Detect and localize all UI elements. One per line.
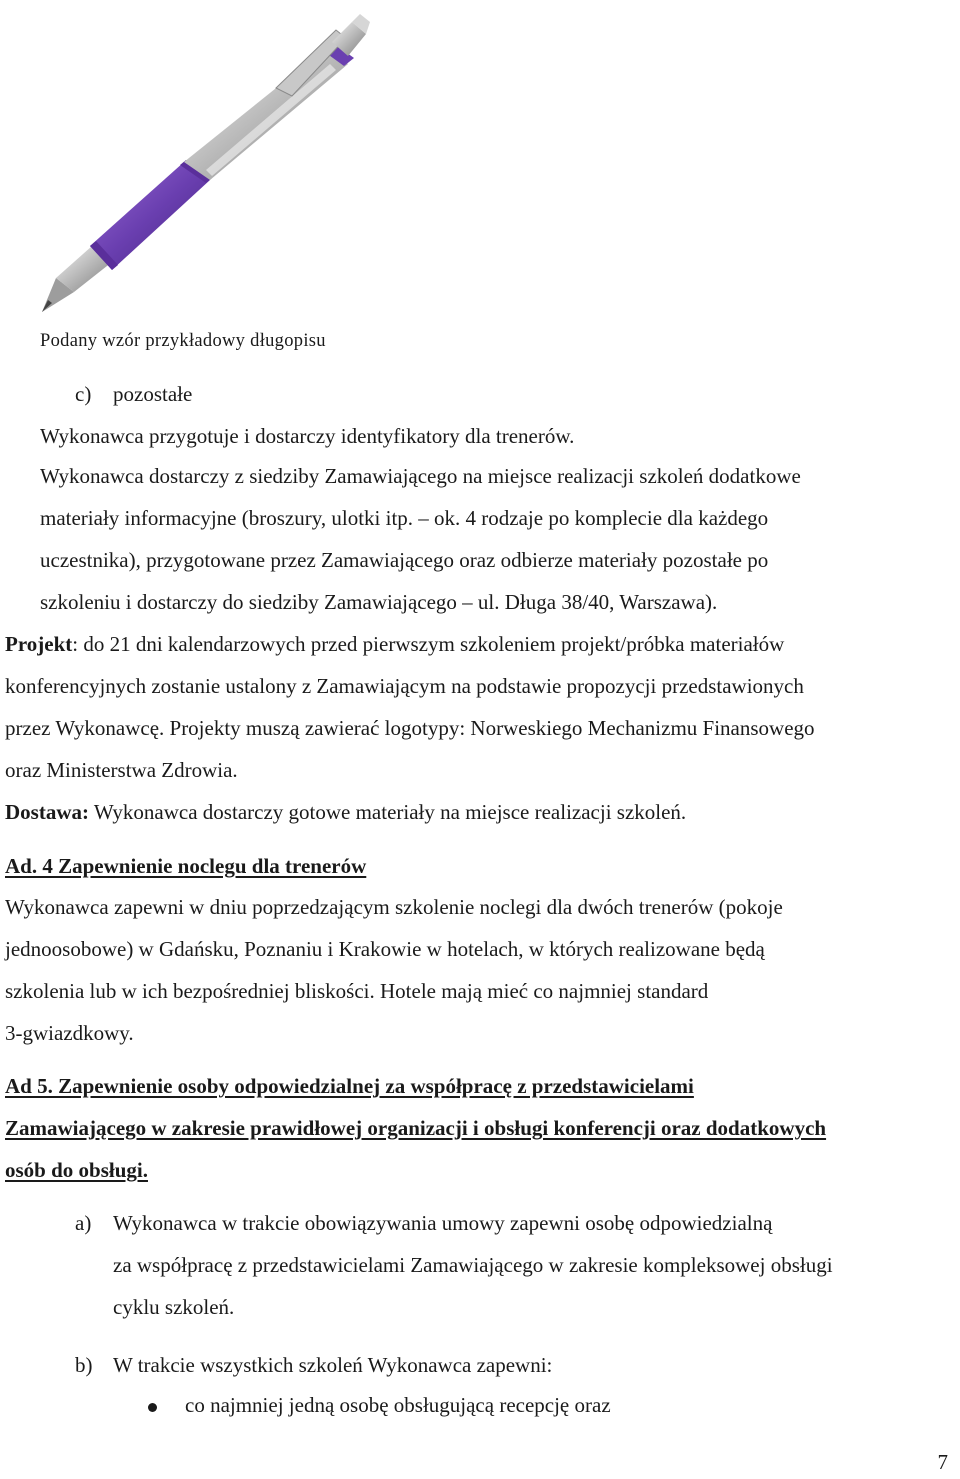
list-label-a: a) <box>75 1211 92 1235</box>
section-c-title: pozostałe <box>113 382 193 406</box>
ad4-line: jednoosobowe) w Gdańsku, Poznaniu i Krakowie w hotelach, w których realizowane będą <box>5 937 765 961</box>
bullet-item: co najmniej jedną osobę obsługującą recepcję oraz <box>185 1393 611 1417</box>
dostawa-label: Dostawa: <box>5 800 89 824</box>
section-c-para-line: uczestnika), przygotowane przez Zamawiającego oraz odbierze materiały pozostałe po <box>40 548 769 572</box>
dostawa-paragraph <box>5 800 686 825</box>
ad5-heading-line: Ad 5. Zapewnienie osoby odpowiedzialnej za współpracę z przedstawicielami <box>5 1074 694 1098</box>
section-c-para-line: materiały informacyjne (broszury, ulotki itp. – ok. 4 rodzaje po komplecie dla każdego <box>40 506 769 530</box>
page-number: 7 <box>937 1450 948 1474</box>
projekt-label: Projekt <box>5 632 73 656</box>
ad4-line: 3-gwiazdkowy. <box>5 1021 134 1045</box>
image-caption: Podany wzór przykładowy długopisu <box>40 331 326 351</box>
projekt-line1-text: : do 21 dni kalendarzowych przed pierwszym szkoleniem projekt/próbka materiałów <box>72 632 785 656</box>
bullet-icon <box>148 1403 157 1412</box>
section-c-para-line: szkoleniu i dostarczy do siedziby Zamawiającego – ul. Długa 38/40, Warszawa). <box>40 590 718 614</box>
ad4-line: Wykonawca zapewni w dniu poprzedzającym szkolenie noclegi dla dwóch trenerów (pokoje <box>5 895 783 919</box>
section-c-para-line: Wykonawca dostarczy z siedziby Zamawiającego na miejsce realizacji szkoleń dodatkowe <box>40 464 801 488</box>
ad4-heading: Ad. 4 Zapewnienie noclegu dla trenerów <box>5 854 367 878</box>
projekt-line: przez Wykonawcę. Projekty muszą zawierać logotypy: Norweskiego Mechanizmu Finansowego <box>5 716 815 740</box>
projekt-paragraph-line1 <box>5 632 958 658</box>
list-label-b: b) <box>75 1353 93 1377</box>
projekt-line: oraz Ministerstwa Zdrowia. <box>5 758 238 782</box>
item-b-text: W trakcie wszystkich szkoleń Wykonawca zapewni: <box>113 1353 553 1377</box>
ad4-line: szkolenia lub w ich bezpośredniej bliskości. Hotele mają mieć co najmniej standard <box>5 979 709 1003</box>
item-a-line: cyklu szkoleń. <box>113 1295 235 1319</box>
dostawa-text: Wykonawca dostarczy gotowe materiały na miejsce realizacji szkoleń. <box>89 800 687 824</box>
item-a-line: za współpracę z przedstawicielami Zamawiającego w zakresie kompleksowej obsługi <box>113 1253 833 1277</box>
ad5-heading-line: Zamawiającego w zakresie prawidłowej organizacji i obsługi konferencji oraz dodatkowych <box>5 1116 827 1140</box>
projekt-line: konferencyjnych zostanie ustalony z Zamawiającym na podstawie propozycji przedstawionych <box>5 674 804 698</box>
section-c-line1: Wykonawca przygotuje i dostarczy identyfikatory dla trenerów. <box>40 424 575 448</box>
list-label-c: c) <box>75 382 92 406</box>
ad5-heading-line: osób do obsługi. <box>5 1158 148 1182</box>
pen-illustration <box>30 0 370 320</box>
item-a-line: Wykonawca w trakcie obowiązywania umowy zapewni osobę odpowiedzialną <box>113 1211 773 1235</box>
